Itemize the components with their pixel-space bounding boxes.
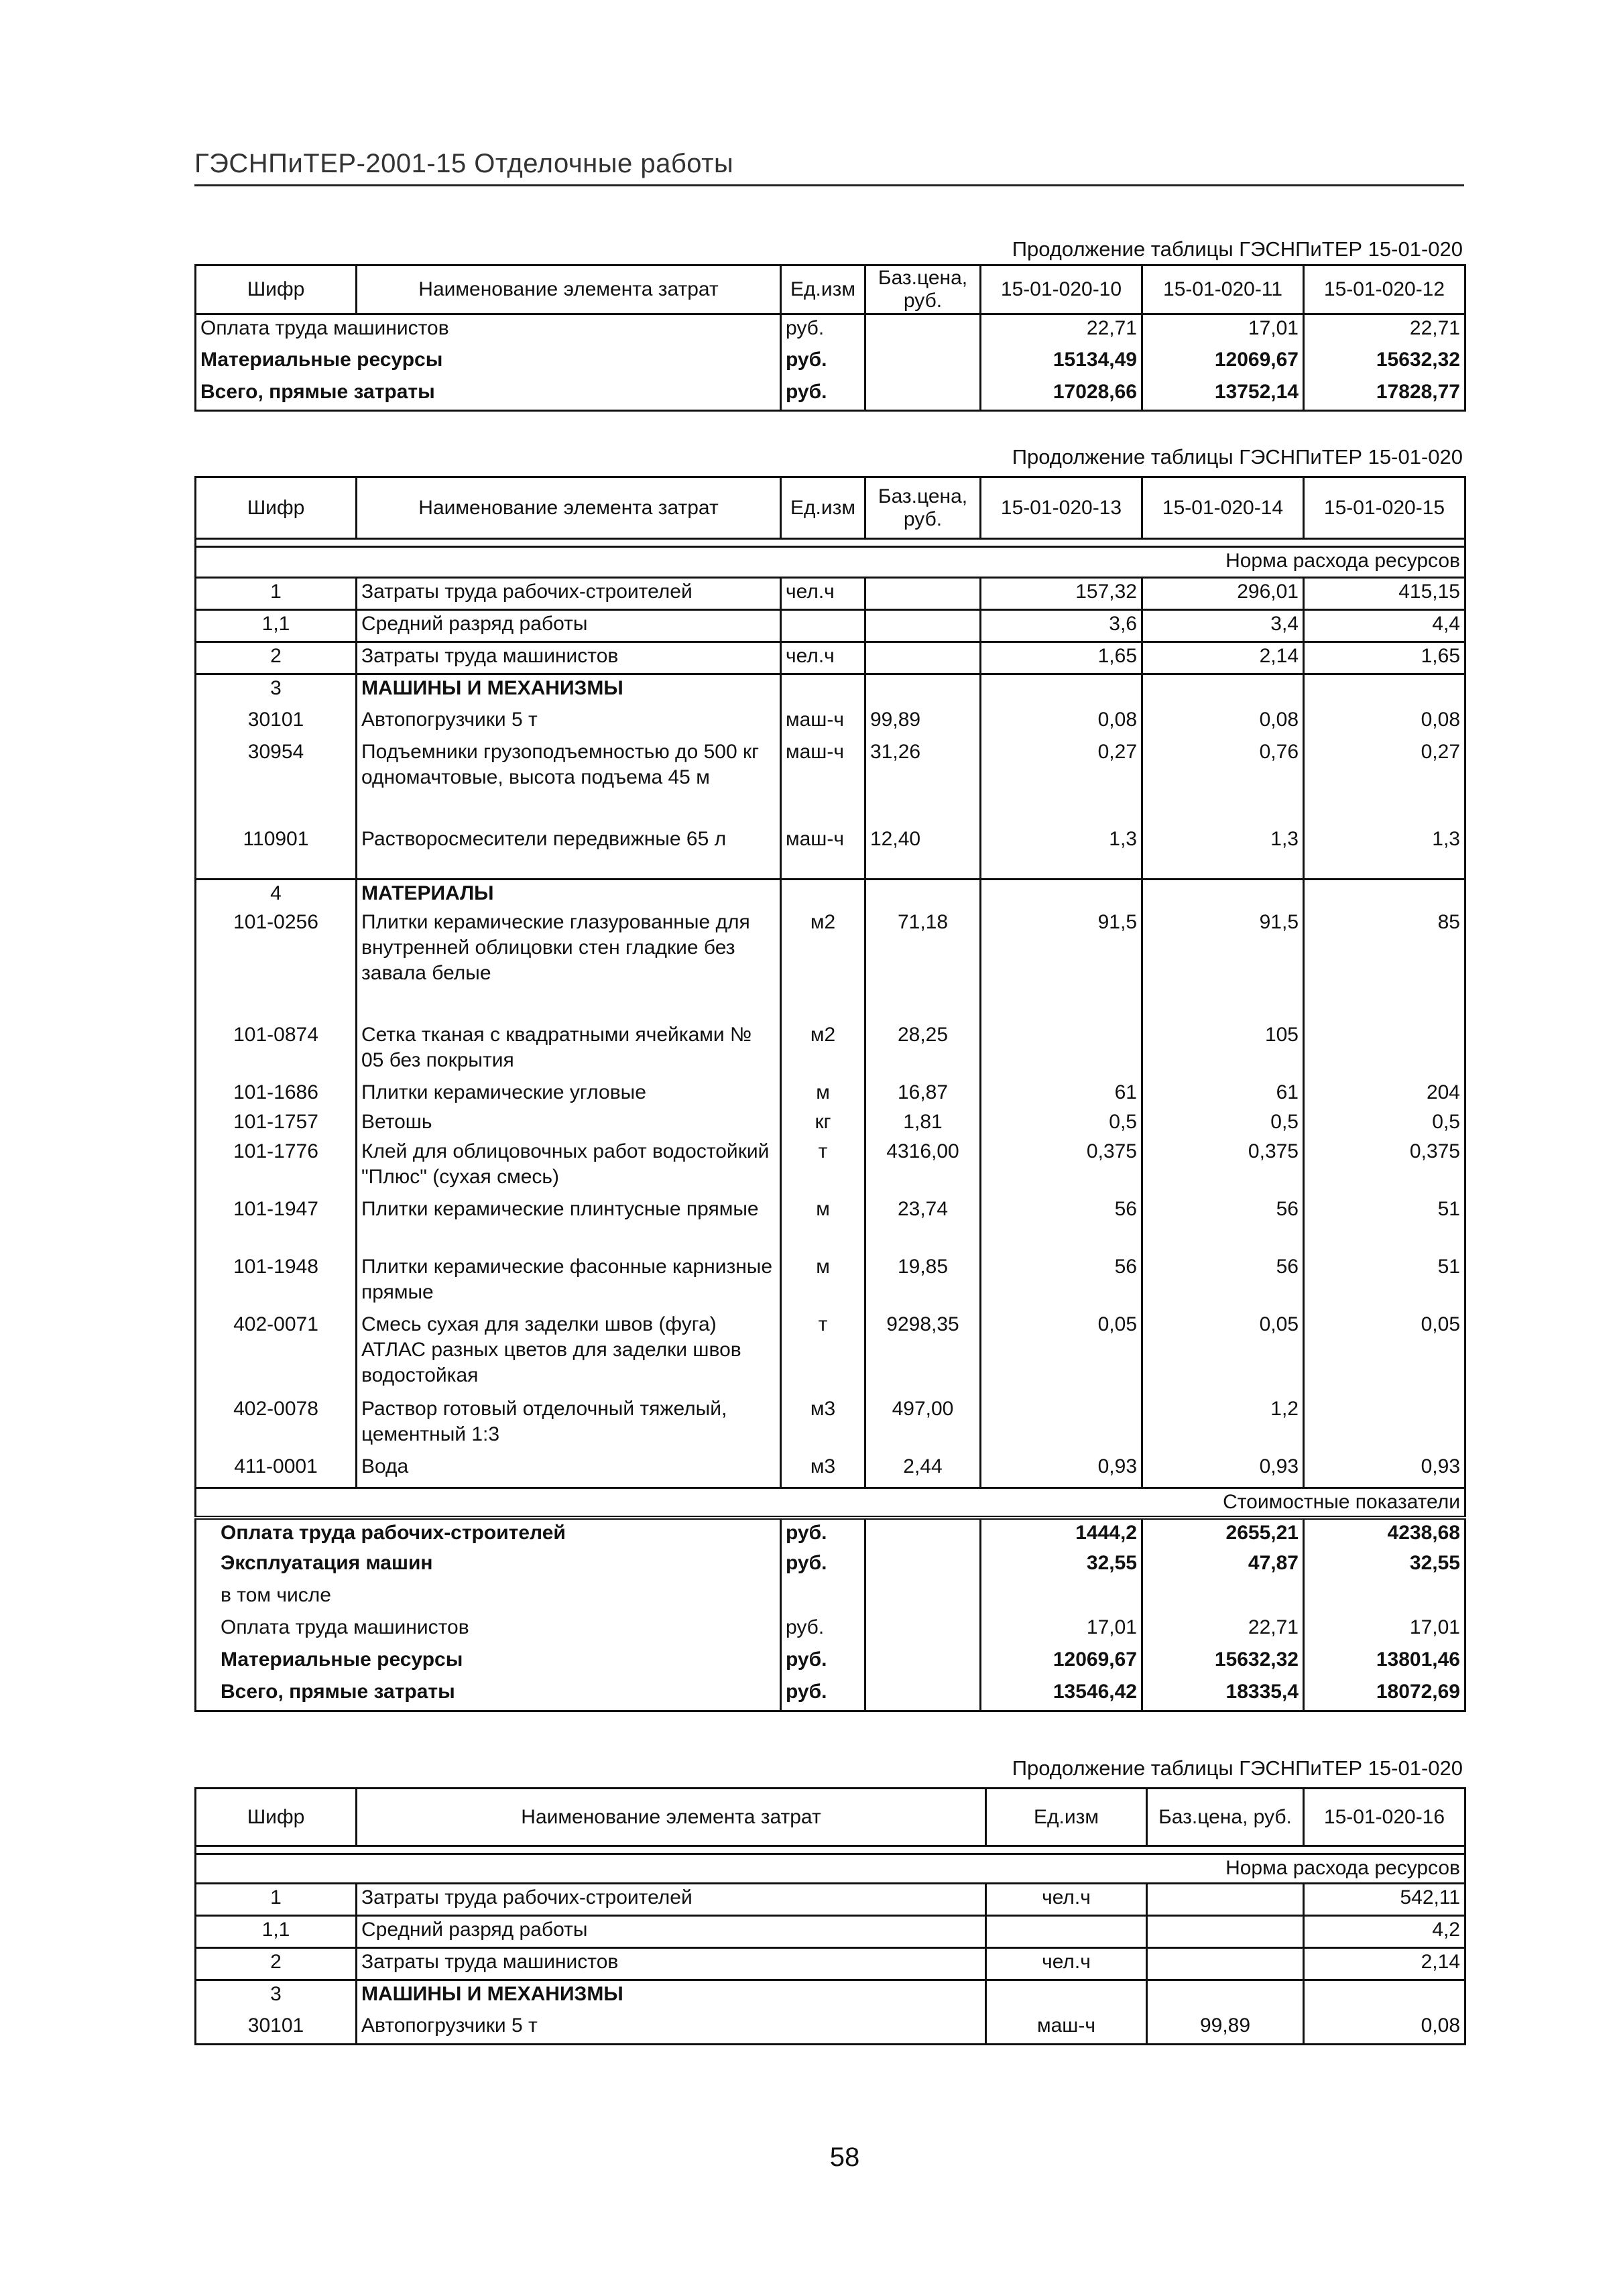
row-value: 18072,69 xyxy=(1304,1679,1465,1711)
row-name: Всего, прямые затраты xyxy=(196,379,781,411)
row-code: 30101 xyxy=(196,2012,357,2045)
table-row xyxy=(196,1884,1465,1916)
row-value: 91,5 xyxy=(981,909,1142,1022)
row-unit: чел.ч xyxy=(986,1948,1147,1980)
row-code: 1 xyxy=(196,1884,357,1916)
table-row xyxy=(196,1518,1465,1550)
table-row xyxy=(196,674,1465,707)
row-code: 101-1757 xyxy=(196,1109,357,1138)
row-name: МАШИНЫ И МЕХАНИЗМЫ xyxy=(357,674,781,707)
row-name: в том числе xyxy=(196,1582,781,1614)
row-price xyxy=(1147,1884,1304,1916)
row-value: 1,65 xyxy=(981,642,1142,674)
page-number: 58 xyxy=(829,2142,860,2172)
row-name: Раствор готовый отделочный тяжелый, цементный 1:3 xyxy=(357,1396,781,1453)
row-price xyxy=(1147,1948,1304,1980)
table-row xyxy=(196,1196,1465,1254)
row-unit xyxy=(781,674,865,707)
table-row xyxy=(196,1916,1465,1948)
row-value: 1,3 xyxy=(1304,826,1465,880)
row-price: 4316,00 xyxy=(865,1138,981,1196)
table-row xyxy=(196,1550,1465,1582)
table-row xyxy=(196,707,1465,739)
row-value xyxy=(1304,1396,1465,1453)
row-name: Подъемники грузоподъемностью до 500 кг одномачтовые, высота подъема 45 м xyxy=(357,739,781,826)
row-unit: т xyxy=(781,1311,865,1396)
row-value: 542,11 xyxy=(1304,1884,1465,1916)
col-code-header: Шифр xyxy=(196,265,357,314)
row-value: 17,01 xyxy=(1304,1614,1465,1646)
row-unit xyxy=(986,1980,1147,2012)
row-price xyxy=(1147,1980,1304,2012)
row-name: Плитки керамические плинтусные прямые xyxy=(357,1196,781,1254)
row-value: 15632,32 xyxy=(1304,347,1465,379)
row-name: Смесь сухая для заделки швов (фуга) АТЛАС разных цветов для заделки швов водостойкая xyxy=(357,1311,781,1396)
row-name: Клей для облицовочных работ водостойкий "Плюс" (сухая смесь) xyxy=(357,1138,781,1196)
table-row xyxy=(196,1396,1465,1453)
col-variant-header: 15-01-020-16 xyxy=(1304,1789,1465,1846)
table-row xyxy=(196,909,1465,1022)
row-unit: м xyxy=(781,1254,865,1311)
row-value: 3,4 xyxy=(1142,610,1304,642)
row-value: 0,27 xyxy=(981,739,1142,826)
row-value: 296,01 xyxy=(1142,578,1304,610)
row-unit xyxy=(986,1916,1147,1948)
row-value: 0,05 xyxy=(1304,1311,1465,1396)
table-row xyxy=(196,1254,1465,1311)
row-value: 56 xyxy=(981,1196,1142,1254)
row-value: 3,6 xyxy=(981,610,1142,642)
table3 xyxy=(194,1787,1466,2045)
table1 xyxy=(194,264,1466,412)
table-row xyxy=(196,2012,1465,2045)
row-code: 30954 xyxy=(196,739,357,826)
row-value xyxy=(1304,880,1465,909)
row-price xyxy=(865,1550,981,1582)
col-name-header: Наименование элемента затрат xyxy=(357,1789,986,1846)
row-unit: маш-ч xyxy=(781,826,865,880)
row-name: Автопогрузчики 5 т xyxy=(357,707,781,739)
row-unit xyxy=(781,610,865,642)
row-value: 0,5 xyxy=(1304,1109,1465,1138)
col-variant-header: 15-01-020-11 xyxy=(1142,265,1304,314)
row-value: 1,3 xyxy=(1142,826,1304,880)
table-row xyxy=(196,379,1465,411)
row-unit: маш-ч xyxy=(781,739,865,826)
row-unit: м xyxy=(781,1079,865,1109)
row-unit: м2 xyxy=(781,909,865,1022)
row-name: Сетка тканая с квадратными ячейками № 05 без покрытия xyxy=(357,1022,781,1079)
col-name-header: Наименование элемента затрат xyxy=(357,477,781,539)
row-unit: т xyxy=(781,1138,865,1196)
spacer-row xyxy=(196,539,1465,547)
table1-header-row xyxy=(196,265,1465,314)
table2 xyxy=(194,476,1466,1712)
row-value: 85 xyxy=(1304,909,1465,1022)
row-name: МАТЕРИАЛЫ xyxy=(357,880,781,909)
row-value xyxy=(981,1396,1142,1453)
col-variant-header: 15-01-020-12 xyxy=(1304,265,1465,314)
row-value: 0,375 xyxy=(1142,1138,1304,1196)
col-unit-header: Ед.изм xyxy=(781,265,865,314)
row-value: 1,65 xyxy=(1304,642,1465,674)
row-value xyxy=(1304,1582,1465,1614)
header-rule xyxy=(194,184,1464,186)
row-unit: руб. xyxy=(781,314,865,347)
row-price: 19,85 xyxy=(865,1254,981,1311)
row-price xyxy=(865,1518,981,1550)
row-price: 16,87 xyxy=(865,1079,981,1109)
row-price xyxy=(865,1679,981,1711)
table1-caption: Продолжение таблицы ГЭСНПиТЕР 15-01-020 xyxy=(1012,237,1463,261)
table-row xyxy=(196,739,1465,826)
row-value: 18335,4 xyxy=(1142,1679,1304,1711)
table-row xyxy=(196,1109,1465,1138)
row-unit: маш-ч xyxy=(986,2012,1147,2045)
row-unit: руб. xyxy=(781,1550,865,1582)
col-price-header: Баз.цена, руб. xyxy=(865,477,981,539)
row-value: 0,5 xyxy=(1142,1109,1304,1138)
row-value: 0,08 xyxy=(981,707,1142,739)
section-label-row xyxy=(196,1854,1465,1884)
row-value: 2655,21 xyxy=(1142,1518,1304,1550)
row-code: 402-0078 xyxy=(196,1396,357,1453)
row-unit: м3 xyxy=(781,1396,865,1453)
row-value: 0,76 xyxy=(1142,739,1304,826)
row-value: 0,375 xyxy=(1304,1138,1465,1196)
row-value: 204 xyxy=(1304,1079,1465,1109)
row-value: 51 xyxy=(1304,1254,1465,1311)
row-price: 12,40 xyxy=(865,826,981,880)
row-price xyxy=(865,314,981,347)
row-price xyxy=(865,379,981,411)
row-code: 2 xyxy=(196,1948,357,1980)
row-name: Материальные ресурсы xyxy=(196,1646,781,1679)
document-header-title: ГЭСНПиТЕР-2001-15 Отделочные работы xyxy=(194,149,734,178)
row-name: Средний разряд работы xyxy=(357,1916,986,1948)
table2-header-row xyxy=(196,477,1465,539)
row-unit: чел.ч xyxy=(781,642,865,674)
row-unit: чел.ч xyxy=(781,578,865,610)
row-price xyxy=(865,347,981,379)
row-value: 0,05 xyxy=(981,1311,1142,1396)
row-value: 0,08 xyxy=(1304,2012,1465,2045)
row-price: 23,74 xyxy=(865,1196,981,1254)
row-unit: м2 xyxy=(781,1022,865,1079)
row-price xyxy=(1147,1916,1304,1948)
table-row xyxy=(196,1646,1465,1679)
table-row xyxy=(196,1614,1465,1646)
row-unit: м3 xyxy=(781,1453,865,1488)
row-value: 0,375 xyxy=(981,1138,1142,1196)
col-name-header: Наименование элемента затрат xyxy=(357,265,781,314)
row-unit xyxy=(781,1582,865,1614)
row-code: 101-0256 xyxy=(196,909,357,1022)
row-value xyxy=(1142,880,1304,909)
row-code: 3 xyxy=(196,674,357,707)
row-unit: руб. xyxy=(781,1614,865,1646)
row-name: Оплата труда машинистов xyxy=(196,314,781,347)
row-code: 411-0001 xyxy=(196,1453,357,1488)
table2-caption: Продолжение таблицы ГЭСНПиТЕР 15-01-020 xyxy=(1012,445,1463,469)
table-row xyxy=(196,642,1465,674)
row-price xyxy=(865,1614,981,1646)
row-value: 15134,49 xyxy=(981,347,1142,379)
row-unit: руб. xyxy=(781,1646,865,1679)
row-price xyxy=(865,1582,981,1614)
row-code: 101-1776 xyxy=(196,1138,357,1196)
row-value: 0,93 xyxy=(1142,1453,1304,1488)
row-name: Эксплуатация машин xyxy=(196,1550,781,1582)
row-price: 31,26 xyxy=(865,739,981,826)
row-price: 71,18 xyxy=(865,909,981,1022)
row-value: 13546,42 xyxy=(981,1679,1142,1711)
row-code: 101-0874 xyxy=(196,1022,357,1079)
row-value: 22,71 xyxy=(981,314,1142,347)
row-unit: маш-ч xyxy=(781,707,865,739)
row-value: 56 xyxy=(1142,1196,1304,1254)
col-price-header: Баз.цена, руб. xyxy=(865,265,981,314)
row-name: Затраты труда машинистов xyxy=(357,642,781,674)
row-value: 1,3 xyxy=(981,826,1142,880)
row-value: 0,27 xyxy=(1304,739,1465,826)
row-name: Автопогрузчики 5 т xyxy=(357,2012,986,2045)
row-price xyxy=(865,642,981,674)
row-price xyxy=(865,1646,981,1679)
row-name: Всего, прямые затраты xyxy=(196,1679,781,1711)
table-row xyxy=(196,1679,1465,1711)
row-value: 1,2 xyxy=(1142,1396,1304,1453)
row-value: 47,87 xyxy=(1142,1550,1304,1582)
col-price-header: Баз.цена, руб. xyxy=(1147,1789,1304,1846)
row-name: Оплата труда машинистов xyxy=(196,1614,781,1646)
table-row xyxy=(196,1582,1465,1614)
row-value: 0,93 xyxy=(981,1453,1142,1488)
col-code-header: Шифр xyxy=(196,477,357,539)
row-price: 99,89 xyxy=(1147,2012,1304,2045)
row-name: Затраты труда рабочих-строителей xyxy=(357,578,781,610)
col-unit-header: Ед.изм xyxy=(781,477,865,539)
row-value xyxy=(981,1582,1142,1614)
col-code-header: Шифр xyxy=(196,1789,357,1846)
row-unit: руб. xyxy=(781,1518,865,1550)
row-value xyxy=(1304,1022,1465,1079)
row-value: 4,2 xyxy=(1304,1916,1465,1948)
row-price: 1,81 xyxy=(865,1109,981,1138)
col-variant-header: 15-01-020-10 xyxy=(981,265,1142,314)
col-variant-header: 15-01-020-14 xyxy=(1142,477,1304,539)
row-value xyxy=(1142,1582,1304,1614)
table-row xyxy=(196,826,1465,880)
row-name: Плитки керамические фасонные карнизные прямые xyxy=(357,1254,781,1311)
table-row xyxy=(196,1311,1465,1396)
row-value: 0,5 xyxy=(981,1109,1142,1138)
row-value: 17,01 xyxy=(1142,314,1304,347)
row-value: 2,14 xyxy=(1304,1948,1465,1980)
row-value: 61 xyxy=(1142,1079,1304,1109)
table-row xyxy=(196,610,1465,642)
row-code: 101-1947 xyxy=(196,1196,357,1254)
row-name: Средний разряд работы xyxy=(357,610,781,642)
row-value: 105 xyxy=(1142,1022,1304,1079)
row-value: 51 xyxy=(1304,1196,1465,1254)
row-value: 4,4 xyxy=(1304,610,1465,642)
row-value xyxy=(981,880,1142,909)
row-code: 101-1948 xyxy=(196,1254,357,1311)
row-name: Вода xyxy=(357,1453,781,1488)
row-unit: чел.ч xyxy=(986,1884,1147,1916)
row-value: 17028,66 xyxy=(981,379,1142,411)
row-value: 2,14 xyxy=(1142,642,1304,674)
row-value: 12069,67 xyxy=(1142,347,1304,379)
row-value: 0,05 xyxy=(1142,1311,1304,1396)
table-row xyxy=(196,1079,1465,1109)
row-value: 91,5 xyxy=(1142,909,1304,1022)
row-name: Затраты труда машинистов xyxy=(357,1948,986,1980)
row-code: 110901 xyxy=(196,826,357,880)
row-value: 22,71 xyxy=(1142,1614,1304,1646)
table3-caption: Продолжение таблицы ГЭСНПиТЕР 15-01-020 xyxy=(1012,1756,1463,1780)
row-name: МАШИНЫ И МЕХАНИЗМЫ xyxy=(357,1980,986,2012)
row-value: 32,55 xyxy=(981,1550,1142,1582)
norm-label: Норма расхода ресурсов xyxy=(196,1854,1465,1884)
row-value xyxy=(1142,674,1304,707)
row-code: 1,1 xyxy=(196,610,357,642)
row-code: 101-1686 xyxy=(196,1079,357,1109)
row-name: Плитки керамические глазурованные для внутренней облицовки стен гладкие без завала белые xyxy=(357,909,781,1022)
col-variant-header: 15-01-020-15 xyxy=(1304,477,1465,539)
row-unit: кг xyxy=(781,1109,865,1138)
row-value: 0,08 xyxy=(1142,707,1304,739)
row-value: 17,01 xyxy=(981,1614,1142,1646)
row-code: 402-0071 xyxy=(196,1311,357,1396)
row-value xyxy=(1304,1980,1465,2012)
row-name: Затраты труда рабочих-строителей xyxy=(357,1884,986,1916)
row-name: Плитки керамические угловые xyxy=(357,1079,781,1109)
row-price xyxy=(865,578,981,610)
row-value: 22,71 xyxy=(1304,314,1465,347)
row-value: 13752,14 xyxy=(1142,379,1304,411)
cost-label: Стоимостные показатели xyxy=(196,1488,1465,1518)
row-value: 415,15 xyxy=(1304,578,1465,610)
row-unit: руб. xyxy=(781,379,865,411)
row-name: Оплата труда рабочих-строителей xyxy=(196,1518,781,1550)
row-price xyxy=(865,674,981,707)
row-value: 17828,77 xyxy=(1304,379,1465,411)
norm-label: Норма расхода ресурсов xyxy=(196,547,1465,578)
row-price: 28,25 xyxy=(865,1022,981,1079)
row-value: 56 xyxy=(1142,1254,1304,1311)
row-name: Растворосмесители передвижные 65 л xyxy=(357,826,781,880)
row-code: 4 xyxy=(196,880,357,909)
row-code: 30101 xyxy=(196,707,357,739)
row-unit: руб. xyxy=(781,347,865,379)
table-row xyxy=(196,347,1465,379)
row-value xyxy=(1304,674,1465,707)
row-value: 32,55 xyxy=(1304,1550,1465,1582)
table-row xyxy=(196,1948,1465,1980)
col-unit-header: Ед.изм xyxy=(986,1789,1147,1846)
section-label-row xyxy=(196,1488,1465,1518)
row-value: 13801,46 xyxy=(1304,1646,1465,1679)
row-unit: руб. xyxy=(781,1679,865,1711)
row-unit xyxy=(781,880,865,909)
row-value xyxy=(981,1022,1142,1079)
row-code: 3 xyxy=(196,1980,357,2012)
table3-header-row xyxy=(196,1789,1465,1846)
row-price: 2,44 xyxy=(865,1453,981,1488)
col-variant-header: 15-01-020-13 xyxy=(981,477,1142,539)
row-value: 12069,67 xyxy=(981,1646,1142,1679)
row-unit: м xyxy=(781,1196,865,1254)
table-row xyxy=(196,1138,1465,1196)
row-value: 1444,2 xyxy=(981,1518,1142,1550)
row-price xyxy=(865,610,981,642)
row-price: 9298,35 xyxy=(865,1311,981,1396)
row-code: 1,1 xyxy=(196,1916,357,1948)
row-value: 15632,32 xyxy=(1142,1646,1304,1679)
table-row xyxy=(196,1022,1465,1079)
row-name: Ветошь xyxy=(357,1109,781,1138)
row-code: 1 xyxy=(196,578,357,610)
table-row xyxy=(196,578,1465,610)
row-name: Материальные ресурсы xyxy=(196,347,781,379)
row-value: 0,93 xyxy=(1304,1453,1465,1488)
row-value: 0,08 xyxy=(1304,707,1465,739)
row-price: 99,89 xyxy=(865,707,981,739)
row-price: 497,00 xyxy=(865,1396,981,1453)
table-row xyxy=(196,880,1465,909)
row-value: 157,32 xyxy=(981,578,1142,610)
section-label-row xyxy=(196,547,1465,578)
spacer-row xyxy=(196,1846,1465,1854)
row-value: 61 xyxy=(981,1079,1142,1109)
row-value xyxy=(981,674,1142,707)
row-value: 4238,68 xyxy=(1304,1518,1465,1550)
row-price xyxy=(865,880,981,909)
row-value: 56 xyxy=(981,1254,1142,1311)
table-row xyxy=(196,1453,1465,1488)
row-code: 2 xyxy=(196,642,357,674)
table-row xyxy=(196,314,1465,347)
table-row xyxy=(196,1980,1465,2012)
